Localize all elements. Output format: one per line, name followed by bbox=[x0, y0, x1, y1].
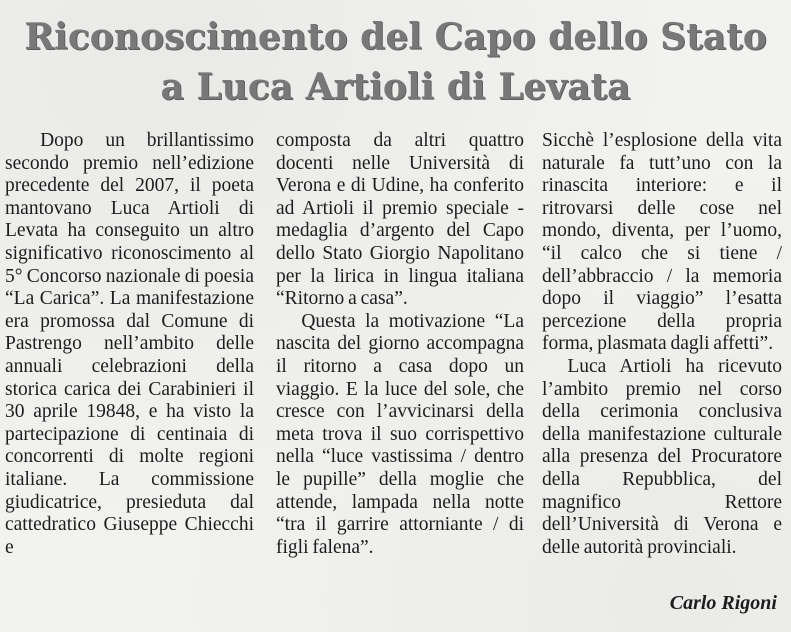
author-byline: Carlo Rigoni bbox=[669, 592, 777, 614]
article-column-2 bbox=[276, 130, 524, 559]
paragraph: Questa la motivazione “La nascita del giorno accompagna il ritorno a casa dopo un viaggio. E la luce del sole, che cresce con l’avvicinarsi della meta trova il suo corrispettivo nella “luce vastissima / dentro le pupille” della moglie che attende, lampada nella notte “tra il garrire attorniante / di figli falena”. bbox=[276, 310, 524, 558]
paragraph: composta da altri quattro docenti nelle Università di Verona e di Udine, ha conferito ad Artioli il premio speciale - medaglia d’argento del Capo dello Stato Giorgio Napolitano per la lirica in lingua italiana “Ritorno a casa”. bbox=[276, 130, 524, 310]
article-body bbox=[0, 130, 791, 605]
article-column-3 bbox=[542, 130, 782, 559]
paragraph: Dopo un brillantissimo secondo premio nell’edizione precedente del 2007, il poeta mantovano Luca Artioli di Levata ha conseguito un altro significativo riconoscimento al 5° Concorso nazionale di poesia “La Carica”. La manifestazione era promossa dal Comune di Pastrengo nell’ambito delle annuali celebrazioni della storica carica dei Carabinieri il 30 aprile 19848, e ha visto la partecipazione di centinaia di concorrenti di molte regioni italiane. La commissione giudicatrice, presieduta dal cattedratico Giuseppe Chiecchi e bbox=[5, 130, 254, 558]
headline-line-1: Riconoscimento del Capo dello Stato bbox=[24, 16, 767, 58]
paragraph: Sicchè l’esplosione della vita naturale fa tutt’uno con la rinascita interiore: e il ritrovarsi delle cose nel mondo, diventa, per l’uomo, “il calco che si tiene / dell’abbraccio / la memoria dopo il viaggio” l’esatta percezione della propria forma, plasmata dagli affetti”. bbox=[542, 130, 782, 355]
headline-line-2: a Luca Artioli di Levata bbox=[160, 66, 631, 108]
paragraph: Luca Artioli ha ricevuto l’ambito premio nel corso della cerimonia conclusiva della manifestazione culturale alla presenza del Procuratore della Repubblica, del magnifico Rettore dell’Università di Verona e delle autorità provinciali. bbox=[542, 355, 782, 558]
article-headline bbox=[0, 12, 791, 112]
article-column-1 bbox=[5, 130, 254, 559]
